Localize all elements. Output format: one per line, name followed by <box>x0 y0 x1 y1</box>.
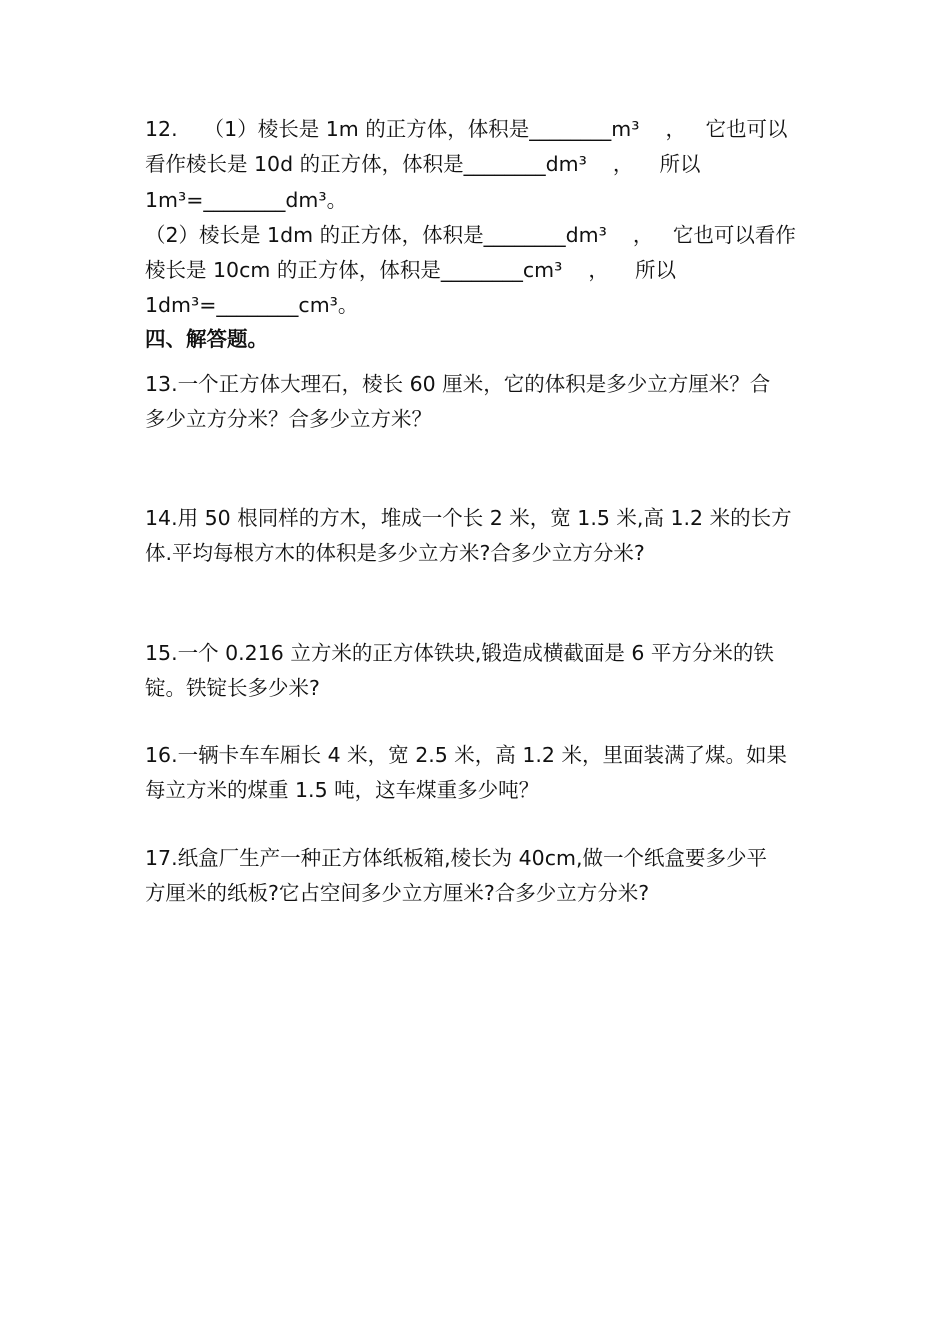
question-16-line-1: 16.一辆卡车车厢长 4 米，宽 2.5 米，高 1.2 米，里面装满了煤。如果 <box>145 743 787 767</box>
question-17-line-1: 17.纸盒厂生产一种正方体纸板箱,棱长为 40cm,做一个纸盒要多少平 <box>145 846 767 870</box>
question-12-line-1: 12. （1）棱长是 1m 的正方体，体积是________m³ ， 它也可以 <box>145 117 788 141</box>
question-12-line-6: 1dm³=________cm³。 <box>145 293 359 317</box>
question-13-line-1: 13.一个正方体大理石，棱长 60 厘米，它的体积是多少立方厘米？合 <box>145 372 771 396</box>
section-heading: 四、解答题。 <box>145 327 268 351</box>
question-16-line-2: 每立方米的煤重 1.5 吨，这车煤重多少吨？ <box>145 778 540 802</box>
question-14-line-2: 体.平均每根方木的体积是多少立方米?合多少立方分米? <box>145 541 645 565</box>
question-12-line-5: 棱长是 10cm 的正方体，体积是________cm³ ， 所以 <box>145 258 676 282</box>
question-15-line-1: 15.一个 0.216 立方米的正方体铁块,锻造成横截面是 6 平方分米的铁 <box>145 641 774 665</box>
question-17-line-2: 方厘米的纸板?它占空间多少立方厘米?合多少立方分米? <box>145 881 650 905</box>
question-12-line-2: 看作棱长是 10d 的正方体，体积是________dm³ ， 所以 <box>145 152 701 176</box>
question-15-line-2: 锭。铁锭长多少米? <box>145 676 320 700</box>
question-12-line-4: （2）棱长是 1dm 的正方体，体积是________dm³ ， 它也可以看作 <box>145 223 796 247</box>
question-13-line-2: 多少立方分米？合多少立方米？ <box>145 407 432 431</box>
question-14-line-1: 14.用 50 根同样的方木，堆成一个长 2 米，宽 1.5 米,高 1.2 米的长方 <box>145 506 792 530</box>
question-12-line-3: 1m³=________dm³。 <box>145 188 348 212</box>
